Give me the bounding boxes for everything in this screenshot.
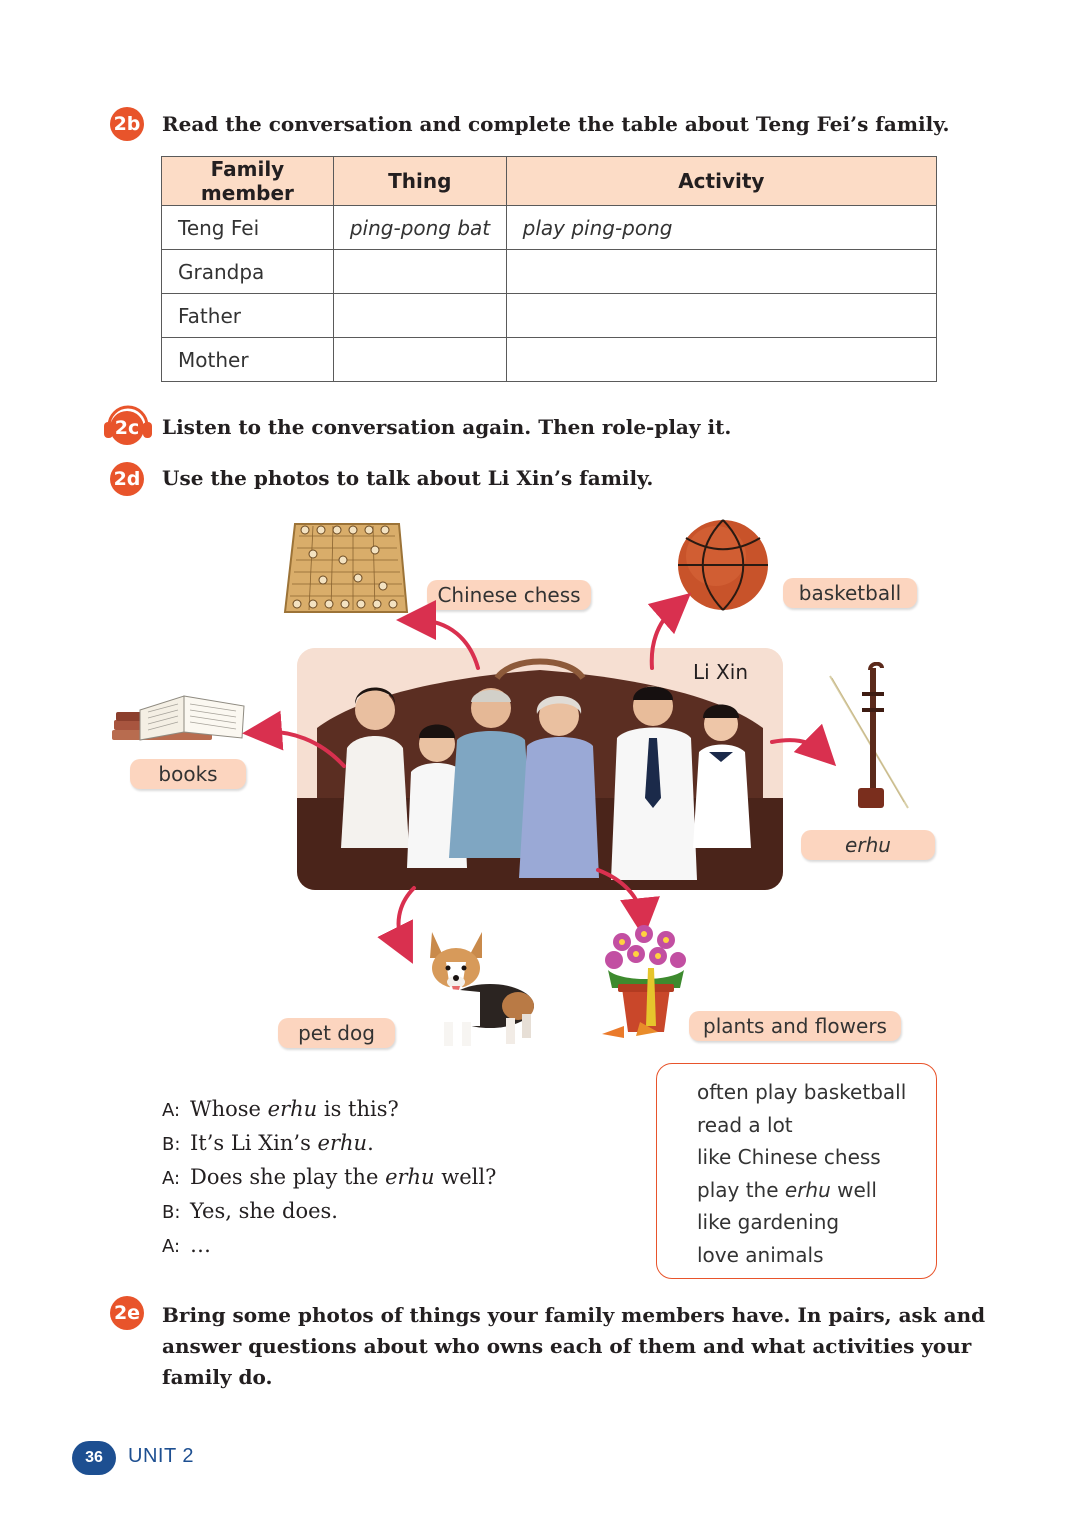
dialogue-line — [162, 1229, 496, 1263]
speaker-label: A: — [162, 1236, 181, 1257]
dialogue-text-italic: erhu — [317, 1131, 368, 1155]
section-badge-2c: 2c — [110, 411, 144, 445]
dialogue-text-part: It’s Li Xin’s — [190, 1131, 318, 1155]
phrase-text: like Chinese chess — [697, 1145, 881, 1169]
family-photo — [297, 648, 783, 890]
instruction-2c: Listen to the conversation again. Then role-play it. — [162, 415, 732, 439]
label-books: books — [130, 759, 246, 789]
photo-caption-li-xin: Li Xin — [693, 660, 748, 684]
table-cell: Teng Fei — [162, 206, 334, 250]
dialogue-line — [162, 1127, 496, 1161]
phrase-text: like gardening — [697, 1210, 840, 1234]
speaker-label: B: — [162, 1134, 181, 1155]
phrase-text: often play basketball — [697, 1080, 907, 1104]
label-pet-dog: pet dog — [278, 1018, 395, 1048]
table-cell: Mother — [162, 338, 334, 382]
dialogue-text-part: is this? — [317, 1097, 399, 1121]
phrase-box — [656, 1063, 937, 1279]
phrase-item — [697, 1206, 936, 1239]
table-header: Activity — [506, 157, 936, 206]
dog-icon — [420, 922, 540, 1050]
speaker-label: B: — [162, 1202, 181, 1223]
table-row — [162, 294, 937, 338]
table-cell-blank[interactable] — [506, 294, 936, 338]
phrase-item — [697, 1141, 936, 1174]
table-cell: Father — [162, 294, 334, 338]
chessboard-icon — [283, 520, 409, 616]
dialogue-line — [162, 1093, 496, 1127]
dialogue-text-italic: erhu — [385, 1165, 435, 1189]
dialogue-text — [190, 1165, 496, 1189]
dialogue-text — [190, 1097, 399, 1121]
table-cell-blank[interactable] — [333, 250, 506, 294]
label-basketball: basketball — [783, 578, 917, 608]
table-row — [162, 206, 937, 250]
label-chinese-chess: Chinese chess — [427, 580, 591, 610]
instruction-2d: Use the photos to talk about Li Xin’s family. — [162, 466, 654, 490]
phrase-text: play the — [697, 1177, 785, 1202]
table-cell: play ping-pong — [506, 206, 936, 250]
instruction-line: family do. — [162, 1365, 273, 1389]
dialogue-line — [162, 1195, 496, 1229]
dialogue-text-italic: erhu — [267, 1097, 318, 1121]
phrase-item — [697, 1174, 936, 1207]
phrase-text-italic: erhu — [784, 1177, 831, 1202]
table-cell-blank[interactable] — [506, 338, 936, 382]
label-erhu: erhu — [801, 830, 935, 860]
dialogue-text-part: Does she play the — [190, 1165, 386, 1189]
unit-label: UNIT 2 — [128, 1445, 194, 1467]
family-table — [161, 156, 937, 382]
dialogue-text-part: Whose — [190, 1097, 268, 1121]
phrase-text: well — [830, 1177, 877, 1202]
table-cell-blank[interactable] — [333, 338, 506, 382]
table-header: Thing — [333, 157, 506, 206]
dialogue-line — [162, 1161, 496, 1195]
erhu-icon — [826, 662, 910, 814]
dialogue-text — [190, 1233, 211, 1257]
section-badge-2b: 2b — [110, 107, 144, 141]
speaker-label: A: — [162, 1168, 181, 1189]
section-badge-2e: 2e — [110, 1296, 144, 1330]
table-cell: Grandpa — [162, 250, 334, 294]
dialogue-text-part: Yes, she does. — [190, 1199, 338, 1223]
table-cell-blank[interactable] — [333, 294, 506, 338]
instruction-line: answer questions about who owns each of them and what activities your — [162, 1334, 972, 1358]
phrase-item — [697, 1239, 936, 1272]
dialogue-text-part: . — [367, 1131, 374, 1155]
table-header: Family member — [162, 157, 334, 206]
table-cell: ping-pong bat — [333, 206, 506, 250]
table-row — [162, 338, 937, 382]
dialogue-text — [190, 1199, 338, 1223]
speaker-label: A: — [162, 1100, 181, 1121]
instruction-2b: Read the conversation and complete the table about Teng Fei’s family. — [162, 112, 950, 136]
instruction-2e — [162, 1300, 985, 1393]
flowers-icon — [600, 922, 692, 1042]
label-plants-and-flowers: plants and flowers — [689, 1011, 901, 1041]
phrase-text: read a lot — [697, 1112, 793, 1137]
books-icon — [110, 686, 250, 744]
table-row — [162, 250, 937, 294]
dialogue-text — [190, 1131, 374, 1155]
example-dialogue — [162, 1093, 496, 1263]
table-cell-blank[interactable] — [506, 250, 936, 294]
page-number: 36 — [72, 1441, 116, 1475]
section-badge-2d: 2d — [110, 462, 144, 496]
table-header-row — [162, 157, 937, 206]
dialogue-text-part: well? — [434, 1165, 497, 1189]
phrase-item — [697, 1109, 936, 1142]
phrase-text: love animals — [697, 1242, 824, 1267]
instruction-line: Bring some photos of things your family members have. In pairs, ask and — [162, 1303, 986, 1327]
basketball-icon — [676, 518, 770, 612]
dialogue-text-part: … — [190, 1233, 211, 1257]
phrase-item — [697, 1076, 936, 1109]
